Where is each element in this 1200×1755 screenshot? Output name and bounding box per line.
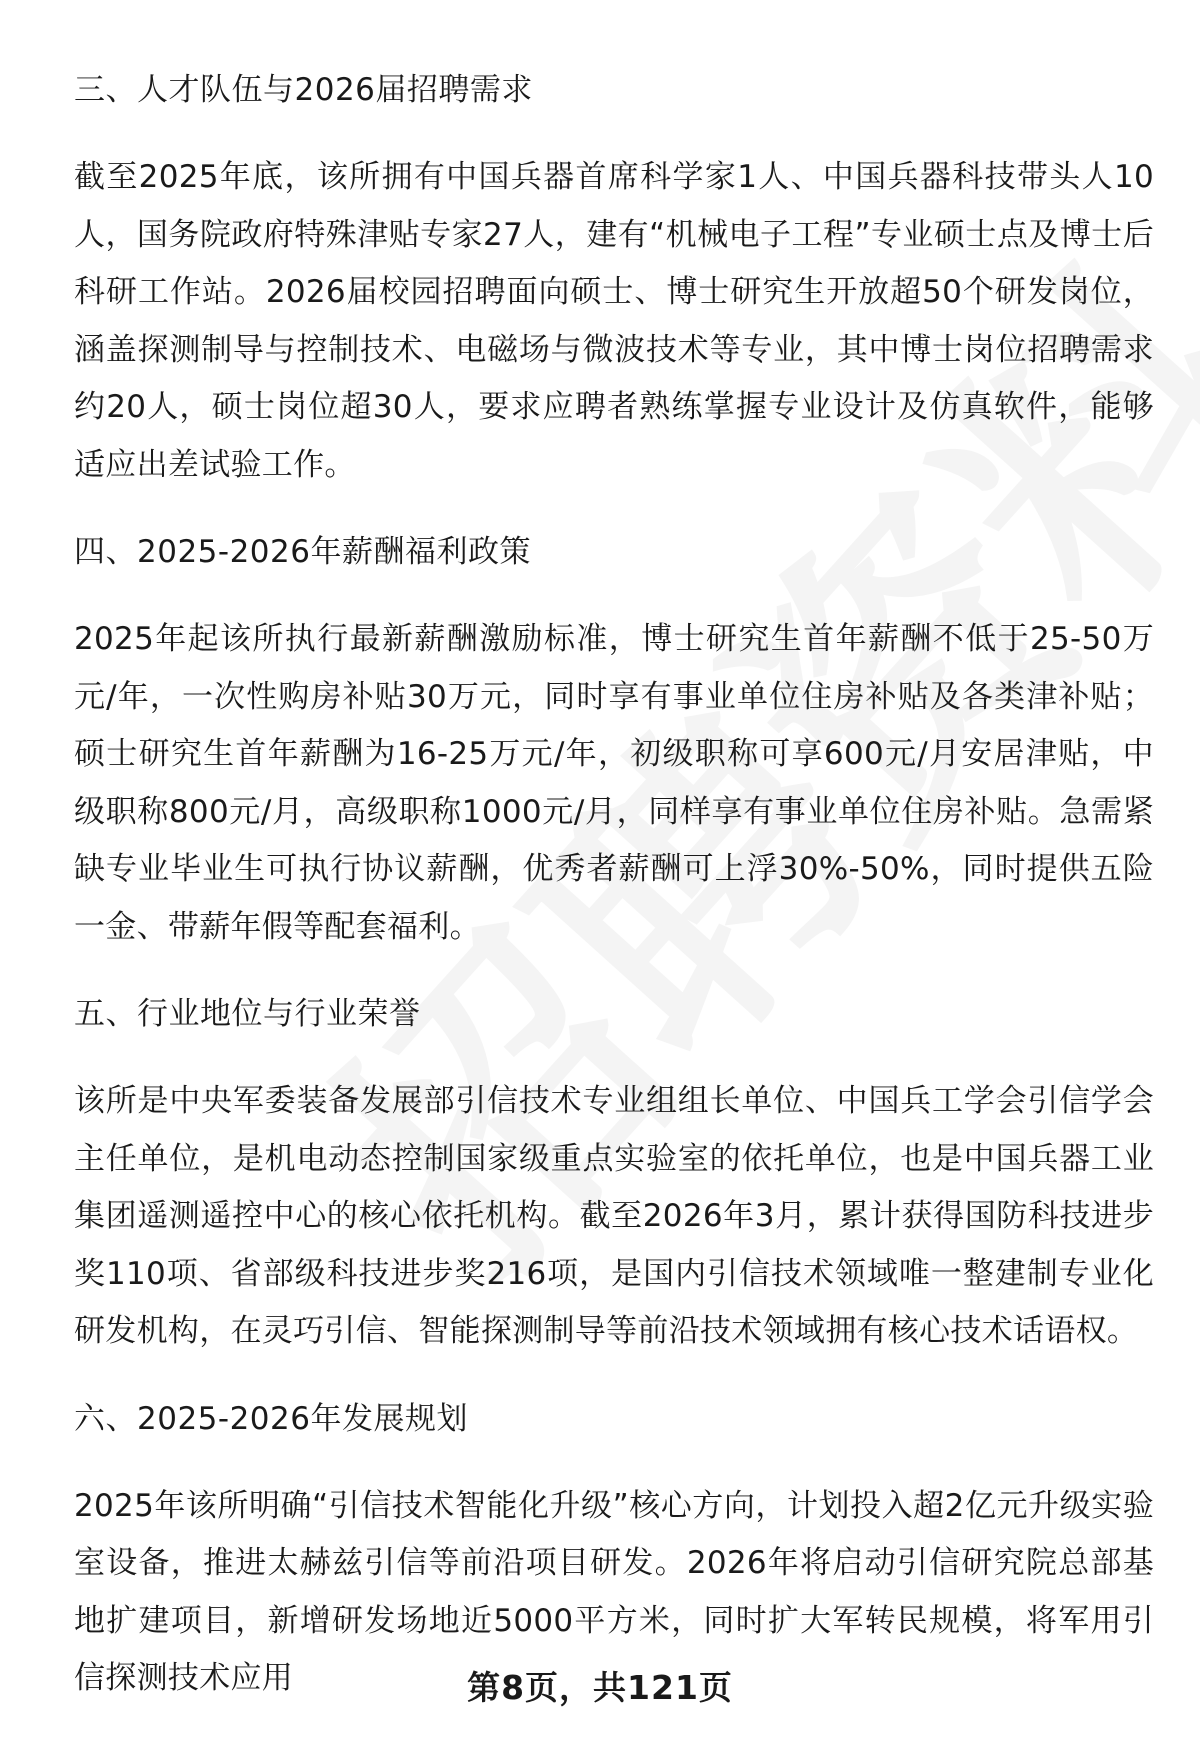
section-heading-talent: 三、人才队伍与2026届招聘需求 xyxy=(74,72,533,108)
section-body-industry: 该所是中央军委装备发展部引信技术专业组组长单位、中国兵工学会引信学会主任单位，是机电动态控制国家级重点实验室的依托单位，也是中国兵器工业集团遥测遥控中心的核心依托机构。截至2026年3月，累计获得国防科技进步奖110项、省部级科技进步奖216项，是国内引信技术领域唯一整建制专业化研发机构，在灵巧引信、智能探测制导等前沿技术领域拥有核心技术话语权。 xyxy=(74,1083,1154,1349)
section-body-plan: 2025年该所明确“引信技术智能化升级”核心方向，计划投入超2亿元升级实验室设备，推进太赫兹引信等前沿项目研发。2026年将启动引信研究院总部基地扩建项目，新增研发场地近5000平方米，同时扩大军转民规模，将军用引信探测技术应用 xyxy=(74,1487,1154,1696)
section-heading-salary: 四、2025-2026年薪酬福利政策 xyxy=(74,534,531,570)
page-number: 第8页，共121页 xyxy=(467,1668,733,1707)
section-heading-industry: 五、行业地位与行业荣誉 xyxy=(74,996,421,1032)
section-body-talent: 截至2025年底，该所拥有中国兵器首席科学家1人、中国兵器科技带头人10人，国务院政府特殊津贴专家27人，建有“机械电子工程”专业硕士点及博士后科研工作站。2026届校园招聘面向硕士、博士研究生开放超50个研发岗位，涵盖探测制导与控制技术、电磁场与微波技术等专业，其中博士岗位招聘需求约20人，硕士岗位超30人，要求应聘者熟练掌握专业设计及仿真软件，能够适应出差试验工作。 xyxy=(74,159,1154,483)
section-heading-plan: 六、2025-2026年发展规划 xyxy=(74,1400,468,1437)
section-body-salary: 2025年起该所执行最新薪酬激励标准，博士研究生首年薪酬不低于25-50万元/年，一次性购房补贴30万元，同时享有事业单位住房补贴及各类津补贴；硕士研究生首年薪酬为16-25万元/年，初级职称可享600元/月安居津贴，中级职称800元/月，高级职称1000元/月，同样享有事业单位住房补贴。急需紧缺专业毕业生可执行协议薪酬，优秀者薪酬可上浮30%-50%，同时提供五险一金、带薪年假等配套福利。 xyxy=(74,621,1154,945)
document-content xyxy=(74,62,1154,1738)
